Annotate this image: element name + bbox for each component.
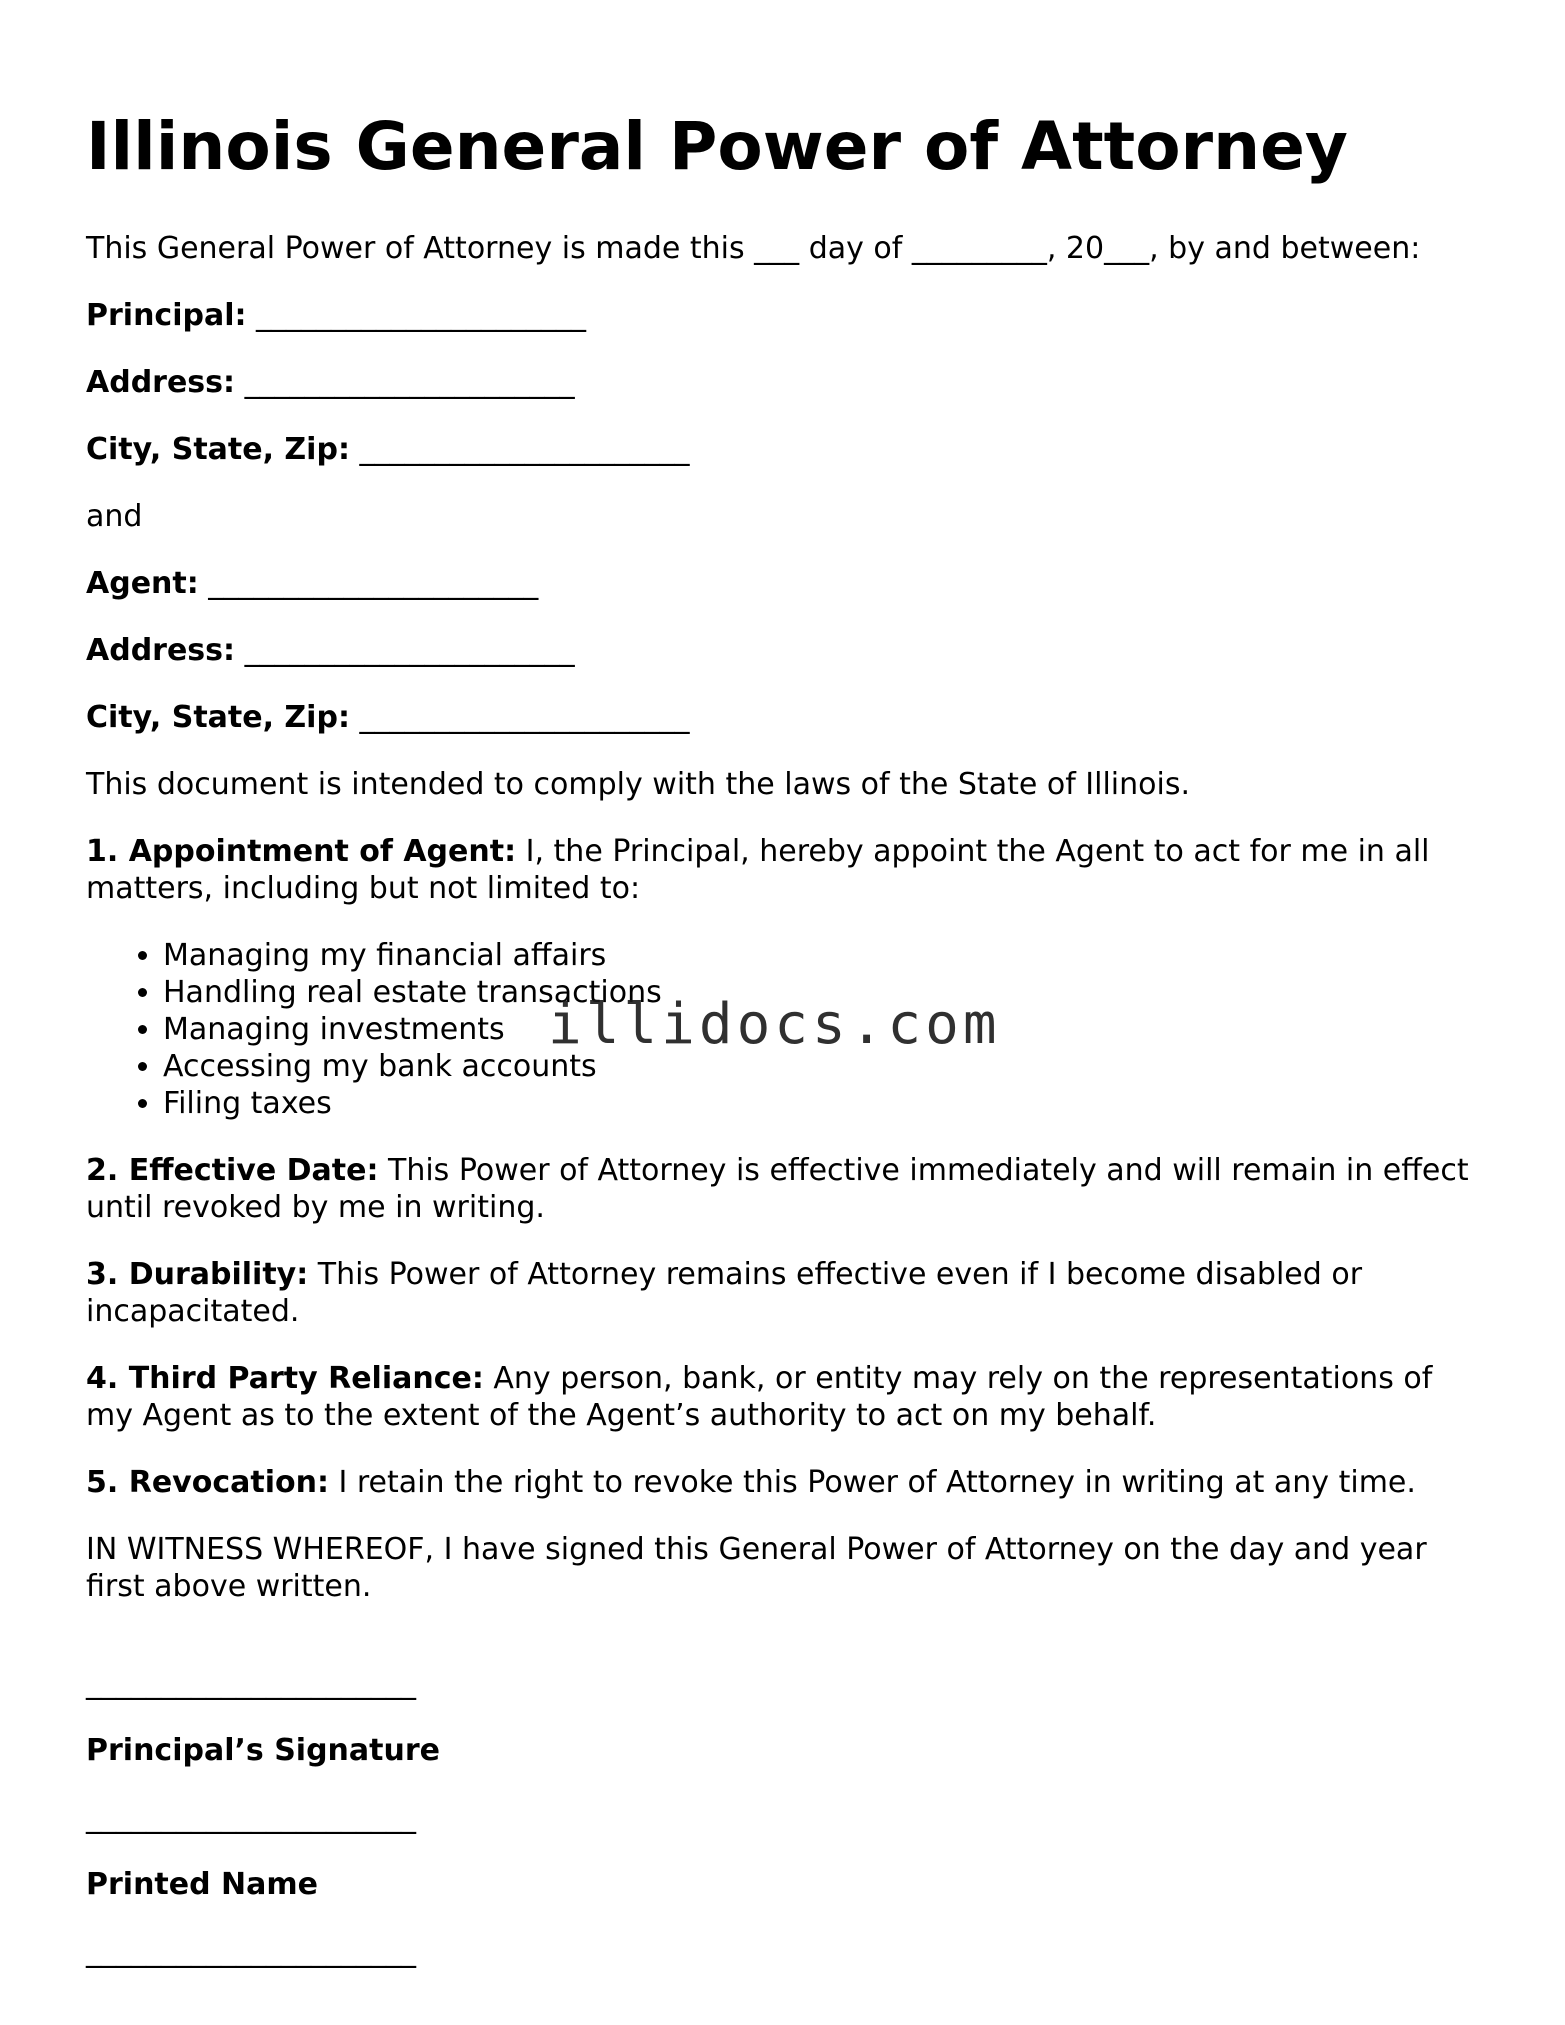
section-appointment [86,833,1486,907]
section-heading: 1. Appointment of Agent: [86,834,517,869]
intro-paragraph: This General Power of Attorney is made this ___ day of _________, 20___, by and between: [86,231,1421,266]
principal-city-label: City, State, Zip: [86,432,350,467]
section-heading: 2. Effective Date: [86,1153,379,1188]
agent-address-line [86,632,1486,669]
principal-address-line [86,364,1486,401]
printed-name-blank: ______________________ [86,1800,416,1835]
principal-name-label: Principal: [86,298,247,333]
section-text: I, the Principal, hereby appoint the Agent to act for me in all matters, including but not limited to: [86,834,1440,906]
compliance-statement: This document is intended to comply with the laws of the State of Illinois. [86,767,1191,802]
section-text: I retain the right to revoke this Power of Attorney in writing at any time. [338,1465,1416,1500]
watermark-text: illidocs.com [548,992,1001,1057]
principal-city-line [86,431,1486,468]
and-text: and [86,499,143,534]
powers-list [86,937,1486,1122]
agent-address-blank: ______________________ [244,633,575,668]
list-item: • Managing my financial affairs [163,937,1486,974]
principal-city-blank: ______________________ [359,432,690,467]
signature-blank: ______________________ [86,1666,416,1701]
section-heading: 3. Durability: [86,1257,309,1292]
agent-city-blank: ______________________ [359,700,690,735]
spacer [86,1702,1486,1732]
signature-label: Principal’s Signature [86,1733,440,1768]
agent-city-label: City, State, Zip: [86,700,350,735]
section-heading: 5. Revocation: [86,1465,329,1500]
section-text: This Power of Attorney remains effective even if I become disabled or incapacitated. [86,1257,1372,1329]
agent-address-label: Address: [86,633,236,668]
printed-name-label: Printed Name [86,1867,318,1902]
document-title: Illinois General Power of Attorney [86,108,1348,185]
principal-address-blank: ______________________ [244,365,575,400]
section-third-party-reliance [86,1360,1486,1434]
list-item: • Accessing my bank accounts [163,1048,1486,1085]
witness-statement: IN WITNESS WHEREOF, I have signed this General Power of Attorney on the day and year first above written. [86,1532,1437,1604]
date-blank: ______________________ [86,1934,416,1969]
list-item: • Managing investments [163,1011,1486,1048]
section-heading: 4. Third Party Reliance: [86,1361,484,1396]
section-text: Any person, bank, or entity may rely on the representations of my Agent as to the extent of the Agent’s authority to act on my behalf. [86,1361,1442,1433]
principal-name-blank: ______________________ [256,298,587,333]
spacer [86,1635,1486,1665]
list-item: • Handling real estate transactions [163,974,1486,1011]
document-page [86,100,1486,1970]
principal-address-label: Address: [86,365,236,400]
principal-name-line [86,297,1486,334]
section-durability [86,1256,1486,1330]
agent-name-line [86,565,1486,602]
section-revocation [86,1464,1486,1501]
spacer [86,1836,1486,1866]
section-text: This Power of Attorney is effective immediately and will remain in effect until revoked by me in writing. [86,1153,1479,1225]
list-item: • Filing taxes [163,1085,1486,1122]
section-effective-date [86,1152,1486,1226]
agent-city-line [86,699,1486,736]
agent-name-label: Agent: [86,566,199,601]
agent-name-blank: ______________________ [208,566,539,601]
